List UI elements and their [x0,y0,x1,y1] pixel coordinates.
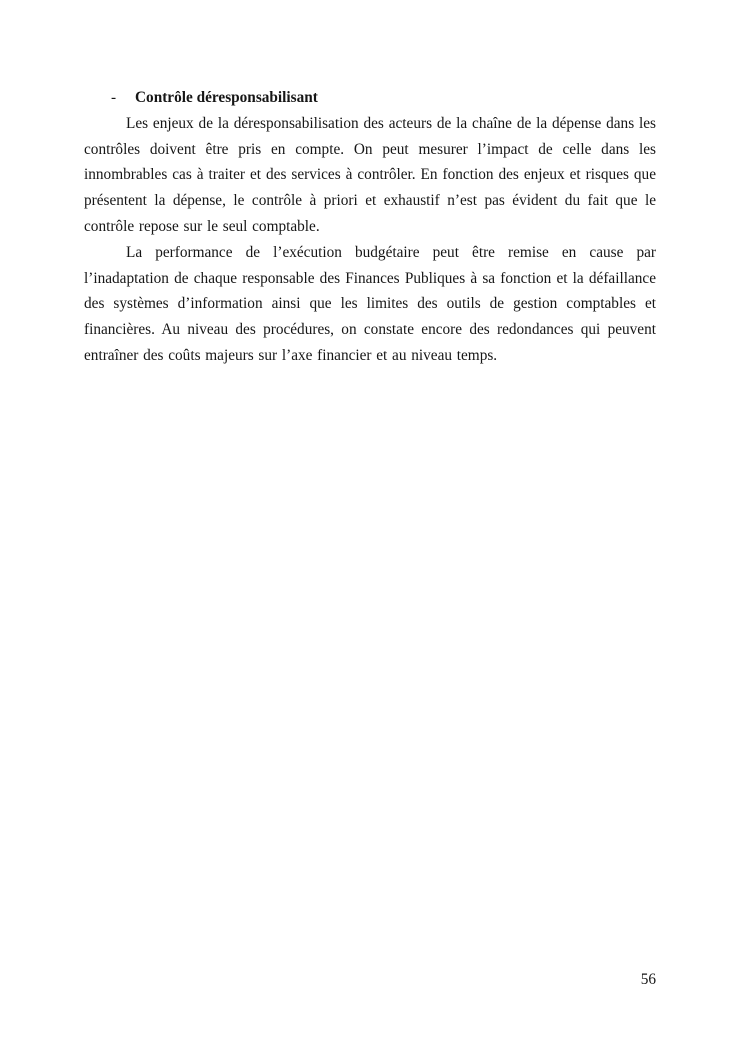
section-heading [84,85,656,111]
document-content [84,85,656,369]
dash-bullet: - [111,89,117,106]
paragraph-1: Les enjeux de la déresponsabilisation des acteurs de la chaîne de la dépense dans les contrôles doivent être pris en compte. On peut mesurer l’impact de celle dans les innombrables cas à traiter et des services à contrôler. En fonction des enjeux et risques que présentent la dépense, le contrôle à priori et exhaustif n’est pas évident du fait que le contrôle repose sur le seul comptable. [84,114,656,235]
section-heading-label: Contrôle déresponsabilisant [135,89,318,106]
page-number: 56 [640,971,656,988]
paragraph-2: La performance de l’exécution budgétaire peut être remise en cause par l’inadaptation de chaque responsable des Finances Publiques à sa fonction et la défaillance des systèmes d’information ainsi que les limites des outils de gestion comptables et financières. Au niveau des procédures, on constate encore des redondances qui peuvent entraîner des coûts majeurs sur l’axe financier et au niveau temps. [84,243,656,364]
